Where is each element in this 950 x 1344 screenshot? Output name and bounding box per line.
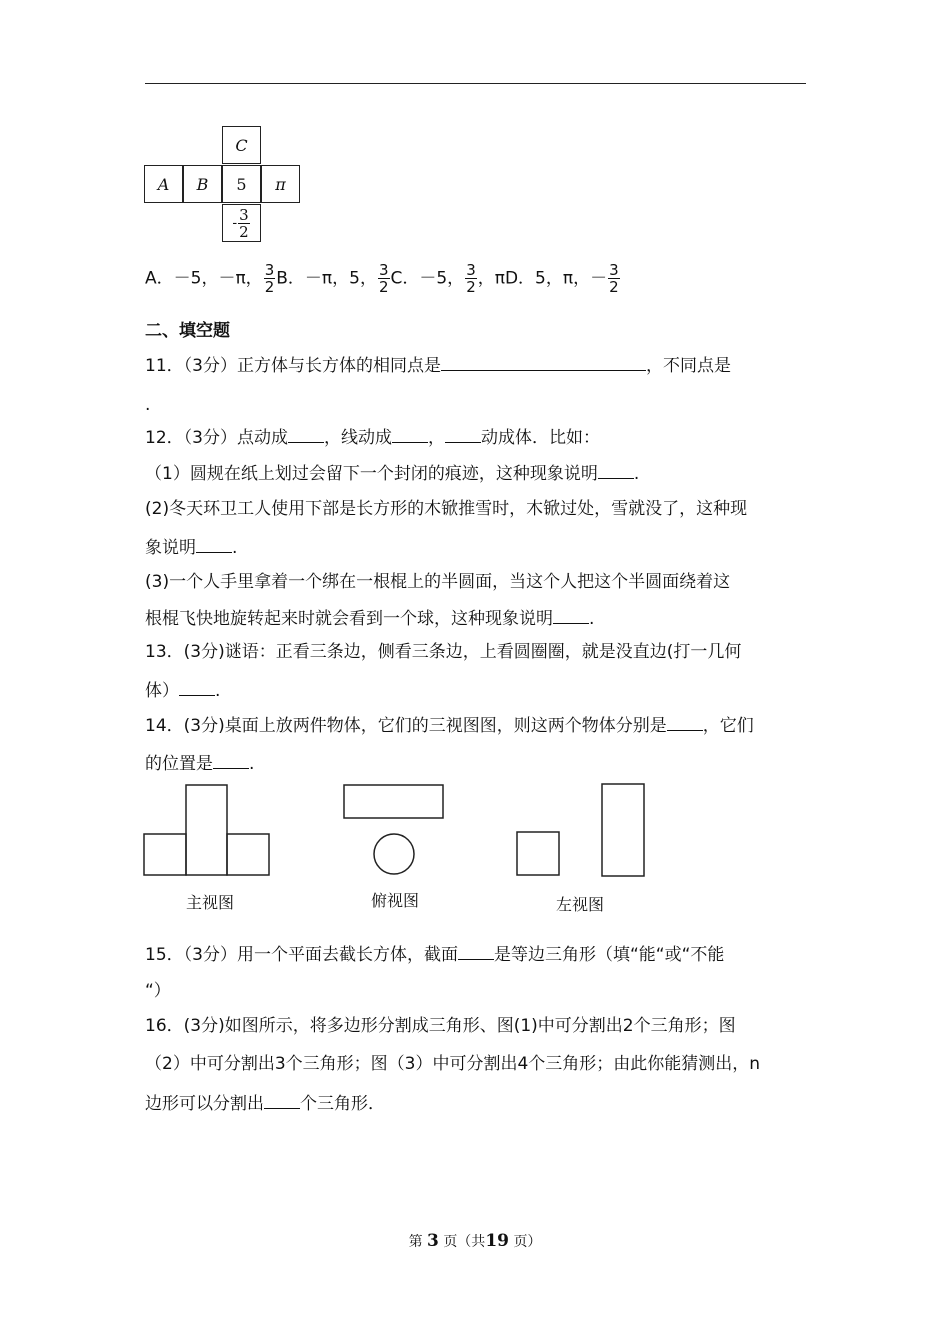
q13-line1: 13．(3分)谜语：正看三条边，侧看三条边，上看圆圈圈，就是没直边(打一几何 — [145, 642, 742, 662]
q12-line5: (3)一个人手里拿着一个绑在一根棍上的半圆面，当这个人把这个半圆面绕着这 — [145, 572, 731, 592]
q16-line3: 边形可以分割出 个三角形． — [145, 1094, 385, 1114]
left-view-caption: 左视图 — [556, 895, 605, 914]
q13-line2: 体） . — [145, 681, 221, 701]
left-view-square — [517, 832, 559, 875]
answer-options: A．－5，－π， $\frac{3}{2}$ B．－π，5， $\frac{3}{2}$ C．－5， $\frac{3}{2}$ ，πD．5，π，－ $\frac{3}{2}$ — [145, 261, 619, 296]
q12-line1: 12．（3分）点动成 ，线动成 ， 动成体．比如： — [145, 428, 600, 448]
page-footer: 第 3 页（共19 页） — [408, 1231, 542, 1251]
front-view-caption: 主视图 — [186, 893, 235, 912]
top-view-rect — [344, 785, 443, 818]
net-cell-a: A — [144, 165, 183, 203]
net-cell-5: 5 — [222, 165, 261, 203]
q14-line1: 14．(3分)桌面上放两件物体，它们的三视图图，则这两个物体分别是 ，它们 — [145, 716, 754, 736]
front-view-right-box — [227, 834, 269, 875]
q12-line6: 根棍飞快地旋转起来时就会看到一个球，这种现象说明 . — [145, 609, 595, 629]
net-cell-pi: π — [261, 165, 300, 203]
top-view-caption: 俯视图 — [371, 891, 420, 910]
section-title: 二、填空题 — [145, 321, 230, 341]
header-rule — [145, 83, 806, 84]
q14-line2: 的位置是 . — [145, 754, 255, 774]
q16-line2: （2）中可分割出3个三角形；图（3）中可分割出4个三角形；由此你能猜测出，n — [145, 1054, 761, 1074]
q15-line1: 15．（3分）用一个平面去截长方体，截面 是等边三角形（填“能“或“不能 — [145, 945, 725, 965]
q16-line1: 16．(3分)如图所示，将多边形分割成三角形、图(1)中可分割出2个三角形；图 — [145, 1016, 736, 1036]
q11-line1: 11．（3分）正方体与长方体的相同点是 ，不同点是 — [145, 356, 731, 376]
left-view-tall-rect — [602, 784, 644, 876]
q15-line2: “） — [145, 981, 171, 1001]
q11-line2: . — [145, 395, 151, 415]
q12-line2: （1）圆规在纸上划过会留下一个封闭的痕迹，这种现象说明 . — [145, 464, 640, 484]
net-cell-top: C — [222, 126, 261, 164]
q12-line4: 象说明 . — [145, 538, 238, 558]
q12-line3: (2)冬天环卫工人使用下部是长方形的木锨推雪时，木锨过处，雪就没了，这种现 — [145, 499, 748, 519]
front-view-left-box — [144, 834, 186, 875]
net-cell-b: B — [183, 165, 222, 203]
top-view-circle — [374, 834, 414, 874]
net-cell-bottom: - $\frac{3}{2}$ — [222, 204, 261, 242]
front-view-tall-box — [186, 785, 227, 875]
